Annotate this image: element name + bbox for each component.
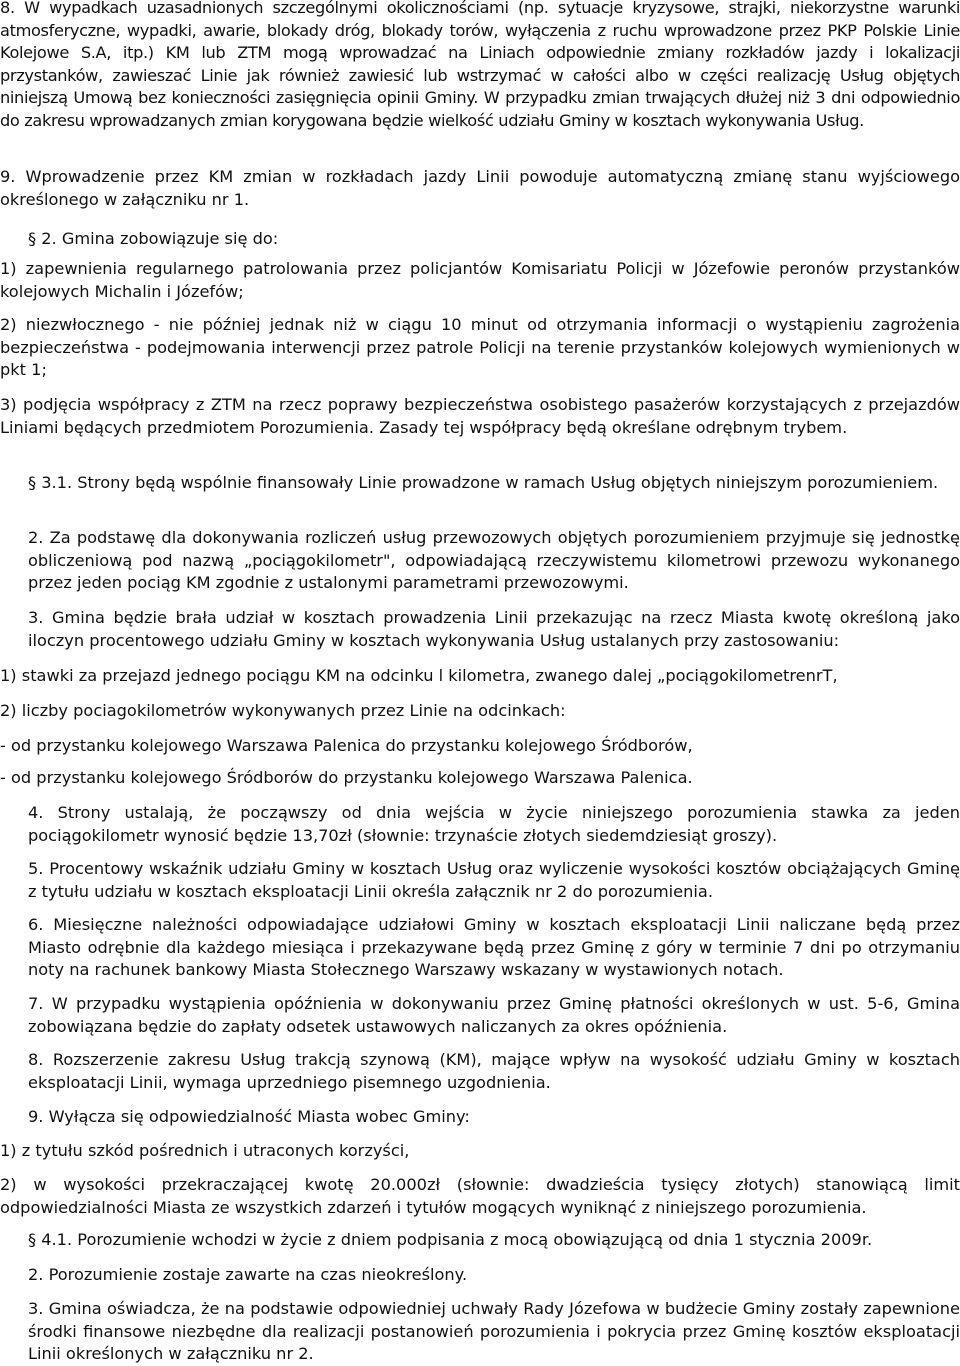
section-3-6: 6. Miesięczne należności odpowiadające udziałowi Gminy w kosztach eksploatacji Linii naliczane będą przez Miasto odrębnie dla każdego miesiąca i przekazywane będą przez Gminę z góry w terminie 7 dni po otrzymaniu noty na rachunek bankowy Miasta Stołecznego Warszawy wskazany w wystawionych notach. bbox=[28, 915, 960, 979]
paragraph-9-timetable-changes: 9. Wprowadzenie przez KM zmian w rozkładach jazdy Linii powoduje automatyczną zmianę stanu wyjściowego określonego w załączniku nr 1. bbox=[0, 167, 960, 209]
liability-exclusion-1: 1) z tytułu szkód pośrednich i utraconych korzyści, bbox=[0, 1141, 410, 1160]
obligation-item-2: 2) niezwłocznego - nie później jednak niż w ciągu 10 minut od otrzymania informacji o wystąpieniu zagrożenia bezpieczeństwa - podejmowania interwencji przez patrole Policji na terenie przystanków kolejowych wymienionych w pkt 1; bbox=[0, 315, 960, 379]
cost-component-2: 2) liczby pociagokilometrów wykonywanych przez Linie na odcinkach: bbox=[0, 701, 566, 720]
section-3-1: § 3.1. Strony będą wspólnie finansowały Linie prowadzone w ramach Usług objętych niniejszym porozumieniem. bbox=[28, 473, 939, 492]
section-4-3: 3. Gmina oświadcza, że na podstawie odpowiedniej uchwały Rady Józefowa w budżecie Gminy zostały zapewnione środki finansowe niezbędne dla realizacji postanowień porozumienia i pokrycia przez Gminę kosztów eksploatacji Linii określonych w załączniku nr 2. bbox=[28, 1299, 960, 1363]
obligation-item-1: 1) zapewnienia regularnego patrolowania przez policjantów Komisariatu Policji w Józefowie peronów przystanków kolejowych Michalin i Józefów; bbox=[0, 259, 960, 301]
section-3-2: 2. Za podstawę dla dokonywania rozliczeń usług przewozowych objętych porozumieniem przyjmuje się jednostkę obliczeniową pod nazwą „pociągokilometr", odpowiadającą rzeczywistemu kilometrowi przewozu wykonanego przez jeden pociąg KM zgodnie z ustalonymi parametrami przewozowymi. bbox=[28, 528, 960, 592]
paragraph-8-extraordinary-circumstances: 8. W wypadkach uzasadnionych szczególnymi okolicznościami (np. sytuacje kryzysowe, strajki, niekorzystne warunki atmosferyczne, wypadki, awarie, blokady dróg, blokady torów, wyłączenia z ruchu wprowadzone przez PKP Polskie Linie Kolejowe S.A, itp.) KM lub ZTM mogą wprowadzać na Liniach odpowiednie zmiany rozkładów jazdy i lokalizacji przystanków, zawieszać Linie jak również zawiesić lub wstrzymać w całości albo w części realizację Usług objętych niniejszą Umową bez konieczności zasięgnięcia opinii Gminy. W przypadku zmian trwających dłużej niż 3 dni odpowiednio do zakresu wprowadzanych zmian korygowana będzie wielkość udziału Gminy w kosztach wykonywania Usług. bbox=[0, 0, 960, 130]
section-3-3: 3. Gmina będzie brała udział w kosztach prowadzenia Linii przekazując na rzecz Miasta kwotę określoną jako iloczyn procentowego udziału Gminy w kosztach wykonywania Usług ustalanych przy zastosowaniu: bbox=[28, 608, 960, 650]
section-3-4: 4. Strony ustalają, że począwszy od dnia wejścia w życie niniejszego porozumienia stawka za jeden pociągokilometr wynosić będzie 13,70zł (słownie: trzynaście złotych siedemdziesiąt groszy). bbox=[28, 803, 960, 845]
obligation-item-3: 3) podjęcia współpracy z ZTM na rzecz poprawy bezpieczeństwa osobistego pasażerów korzystających z przejazdów Liniami będących przedmiotem Porozumienia. Zasady tej współpracy będą określane odrębnym trybem. bbox=[0, 395, 960, 437]
section-4-1: § 4.1. Porozumienie wchodzi w życie z dniem podpisania z mocą obowiązującą od dnia 1 stycznia 2009r. bbox=[28, 1230, 873, 1249]
section-3-9: 9. Wyłącza się odpowiedzialność Miasta wobec Gminy: bbox=[28, 1107, 470, 1126]
section-2-heading: § 2. Gmina zobowiązuje się do: bbox=[28, 229, 279, 248]
route-segment-1: - od przystanku kolejowego Warszawa Palenica do przystanku kolejowego Śródborów, bbox=[0, 736, 693, 755]
section-3-8: 8. Rozszerzenie zakresu Usług trakcją szynową (KM), mające wpływ na wysokość udziału Gminy w kosztach eksploatacji Linii, wymaga uprzedniego pisemnego uzgodnienia. bbox=[28, 1050, 960, 1092]
section-3-5: 5. Procentowy wskaźnik udziału Gminy w kosztach Usług oraz wyliczenie wysokości kosztów obciążających Gminę z tytułu udziału w kosztach eksploatacji Linii określa załącznik nr 2 do porozumienia. bbox=[28, 859, 960, 901]
section-4-2: 2. Porozumienie zostaje zawarte na czas nieokreślony. bbox=[28, 1265, 468, 1284]
section-3-7: 7. W przypadku wystąpienia opóźnienia w dokonywaniu przez Gminę płatności określonych w ust. 5-6, Gmina zobowiązana będzie do zapłaty odsetek ustawowych naliczanych za okres opóźnienia. bbox=[28, 994, 960, 1036]
liability-exclusion-2: 2) w wysokości przekraczającej kwotę 20.000zł (słownie: dwadzieścia tysięcy złotych) stanowiącą limit odpowiedzialności Miasta ze wszystkich zdarzeń i tytułów mogących wyniknąć z niniejszego porozumienia. bbox=[0, 1175, 960, 1217]
route-segment-2: - od przystanku kolejowego Śródborów do przystanku kolejowego Warszawa Palenica. bbox=[0, 768, 693, 787]
cost-component-1: 1) stawki za przejazd jednego pociągu KM na odcinku l kilometra, zwanego dalej „pociągokilometrenrT, bbox=[0, 666, 838, 685]
